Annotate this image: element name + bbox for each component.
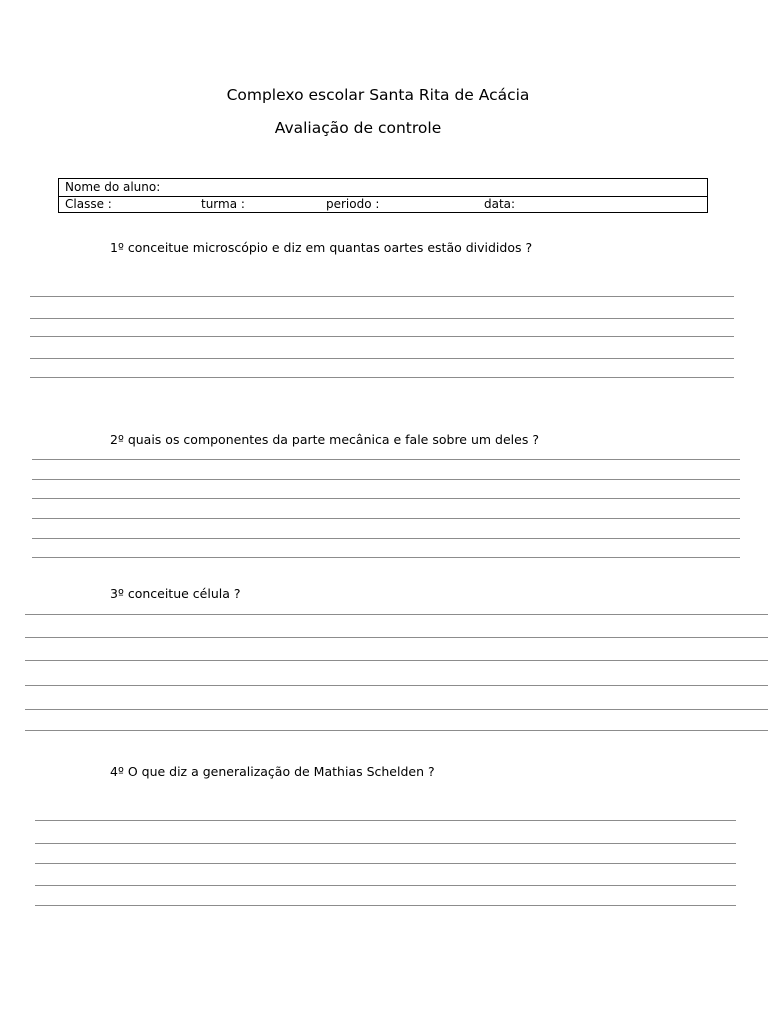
answer-line [25,709,768,710]
answer-line [25,637,768,638]
answer-line [25,685,768,686]
class-label: Classe : [65,197,112,211]
question-2: 2º quais os componentes da parte mecânica e fale sobre um deles ? [110,432,539,447]
question-1: 1º conceitue microscópio e diz em quantas oartes estão divididos ? [110,240,533,255]
class-details-row [59,196,707,213]
answer-line [35,905,736,906]
answer-line [30,377,734,378]
answer-line [25,660,768,661]
answer-line [35,863,736,864]
answer-line [30,318,734,319]
group-label: turma : [201,197,245,211]
answer-line [32,538,740,539]
answer-line [35,820,736,821]
answer-line [32,479,740,480]
exam-title: Avaliação de controle [274,119,442,137]
answer-line [32,518,740,519]
answer-line [35,885,736,886]
date-label: data: [484,197,516,211]
period-label: periodo : [326,197,380,211]
answer-line [25,614,768,615]
answer-line [32,498,740,499]
school-name: Complexo escolar Santa Rita de Acácia [226,86,530,104]
student-name-label: Nome do aluno: [65,180,161,194]
student-info-table [58,178,708,213]
student-name-row [59,179,707,197]
question-3: 3º conceitue célula ? [110,586,241,601]
answer-line [30,336,734,337]
answer-line [25,730,768,731]
answer-line [32,459,740,460]
answer-line [32,557,740,558]
answer-line [35,843,736,844]
answer-line [30,296,734,297]
question-4: 4º O que diz a generalização de Mathias Schelden ? [110,764,435,779]
answer-line [30,358,734,359]
